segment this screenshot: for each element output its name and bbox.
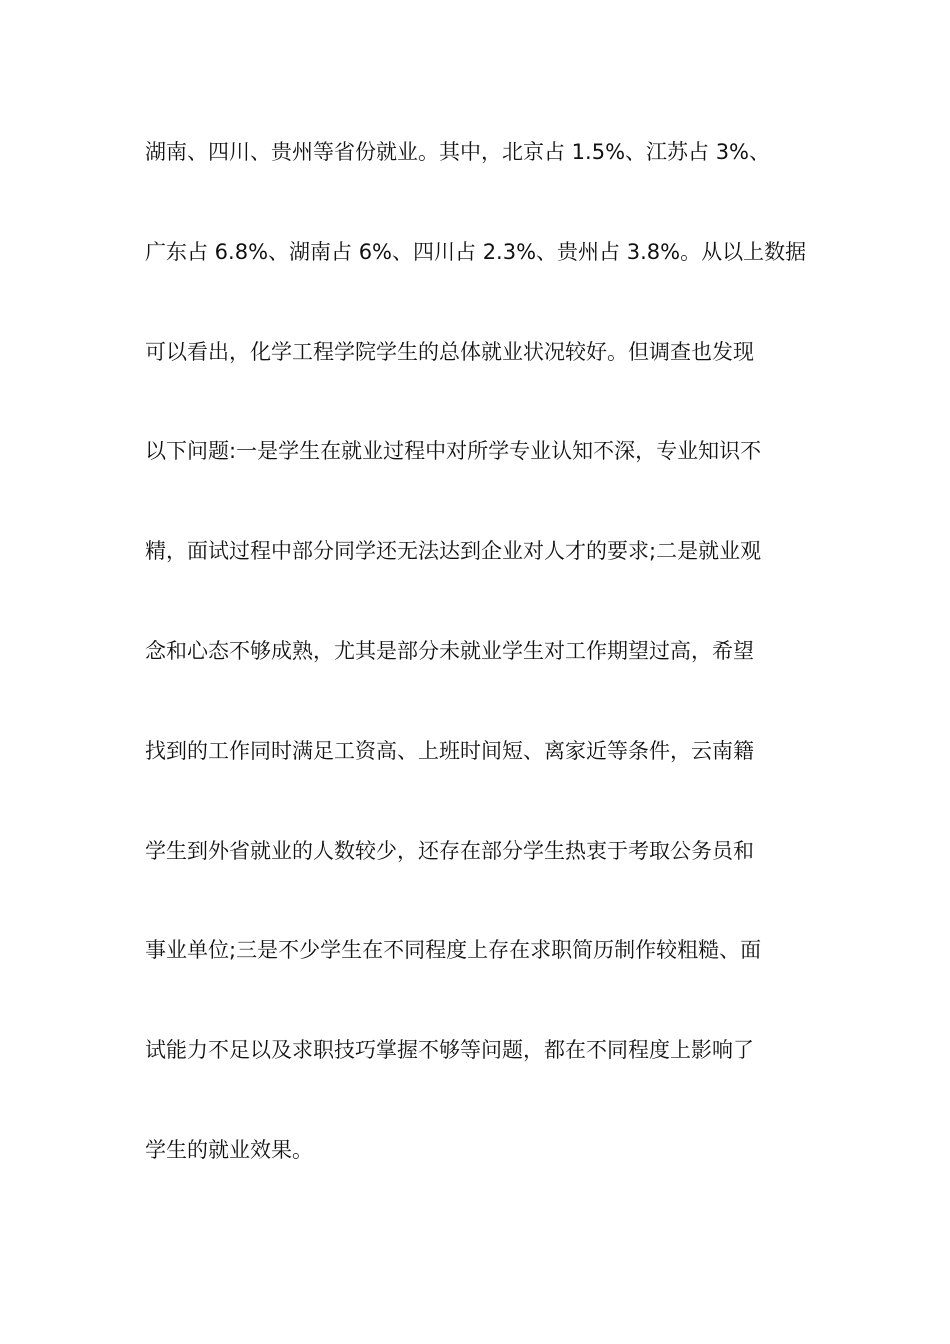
text-line-5: 精，面试过程中部分同学还无法达到企业对人才的要求;二是就业观 <box>145 539 762 564</box>
text-line-3: 可以看出，化学工程学院学生的总体就业状况较好。但调查也发现 <box>145 339 754 364</box>
text-line-7: 找到的工作同时满足工资高、上班时间短、离家近等条件，云南籍 <box>145 738 754 763</box>
text-line-4: 以下问题:一是学生在就业过程中对所学专业认知不深，专业知识不 <box>145 439 762 464</box>
text-line-6: 念和心态不够成熟，尤其是部分未就业学生对工作期望过高，希望 <box>145 638 754 663</box>
text-line-1: 湖南、四川、贵州等省份就业。其中，北京占 1.5%、江苏占 3%、 <box>145 140 771 164</box>
text-line-10: 试能力不足以及求职技巧掌握不够等问题，都在不同程度上影响了 <box>145 1038 754 1063</box>
text-line-2: 广东占 6.8%、湖南占 6%、四川占 2.3%、贵州占 3.8%。从以上数据 <box>145 239 807 264</box>
text-line-9: 事业单位;三是不少学生在不同程度上存在求职简历制作较粗糙、面 <box>145 938 762 963</box>
text-line-11: 学生的就业效果。 <box>145 1137 313 1162</box>
text-line-8: 学生到外省就业的人数较少，还存在部分学生热衷于考取公务员和 <box>145 838 754 863</box>
body-paragraph <box>145 129 810 1227</box>
